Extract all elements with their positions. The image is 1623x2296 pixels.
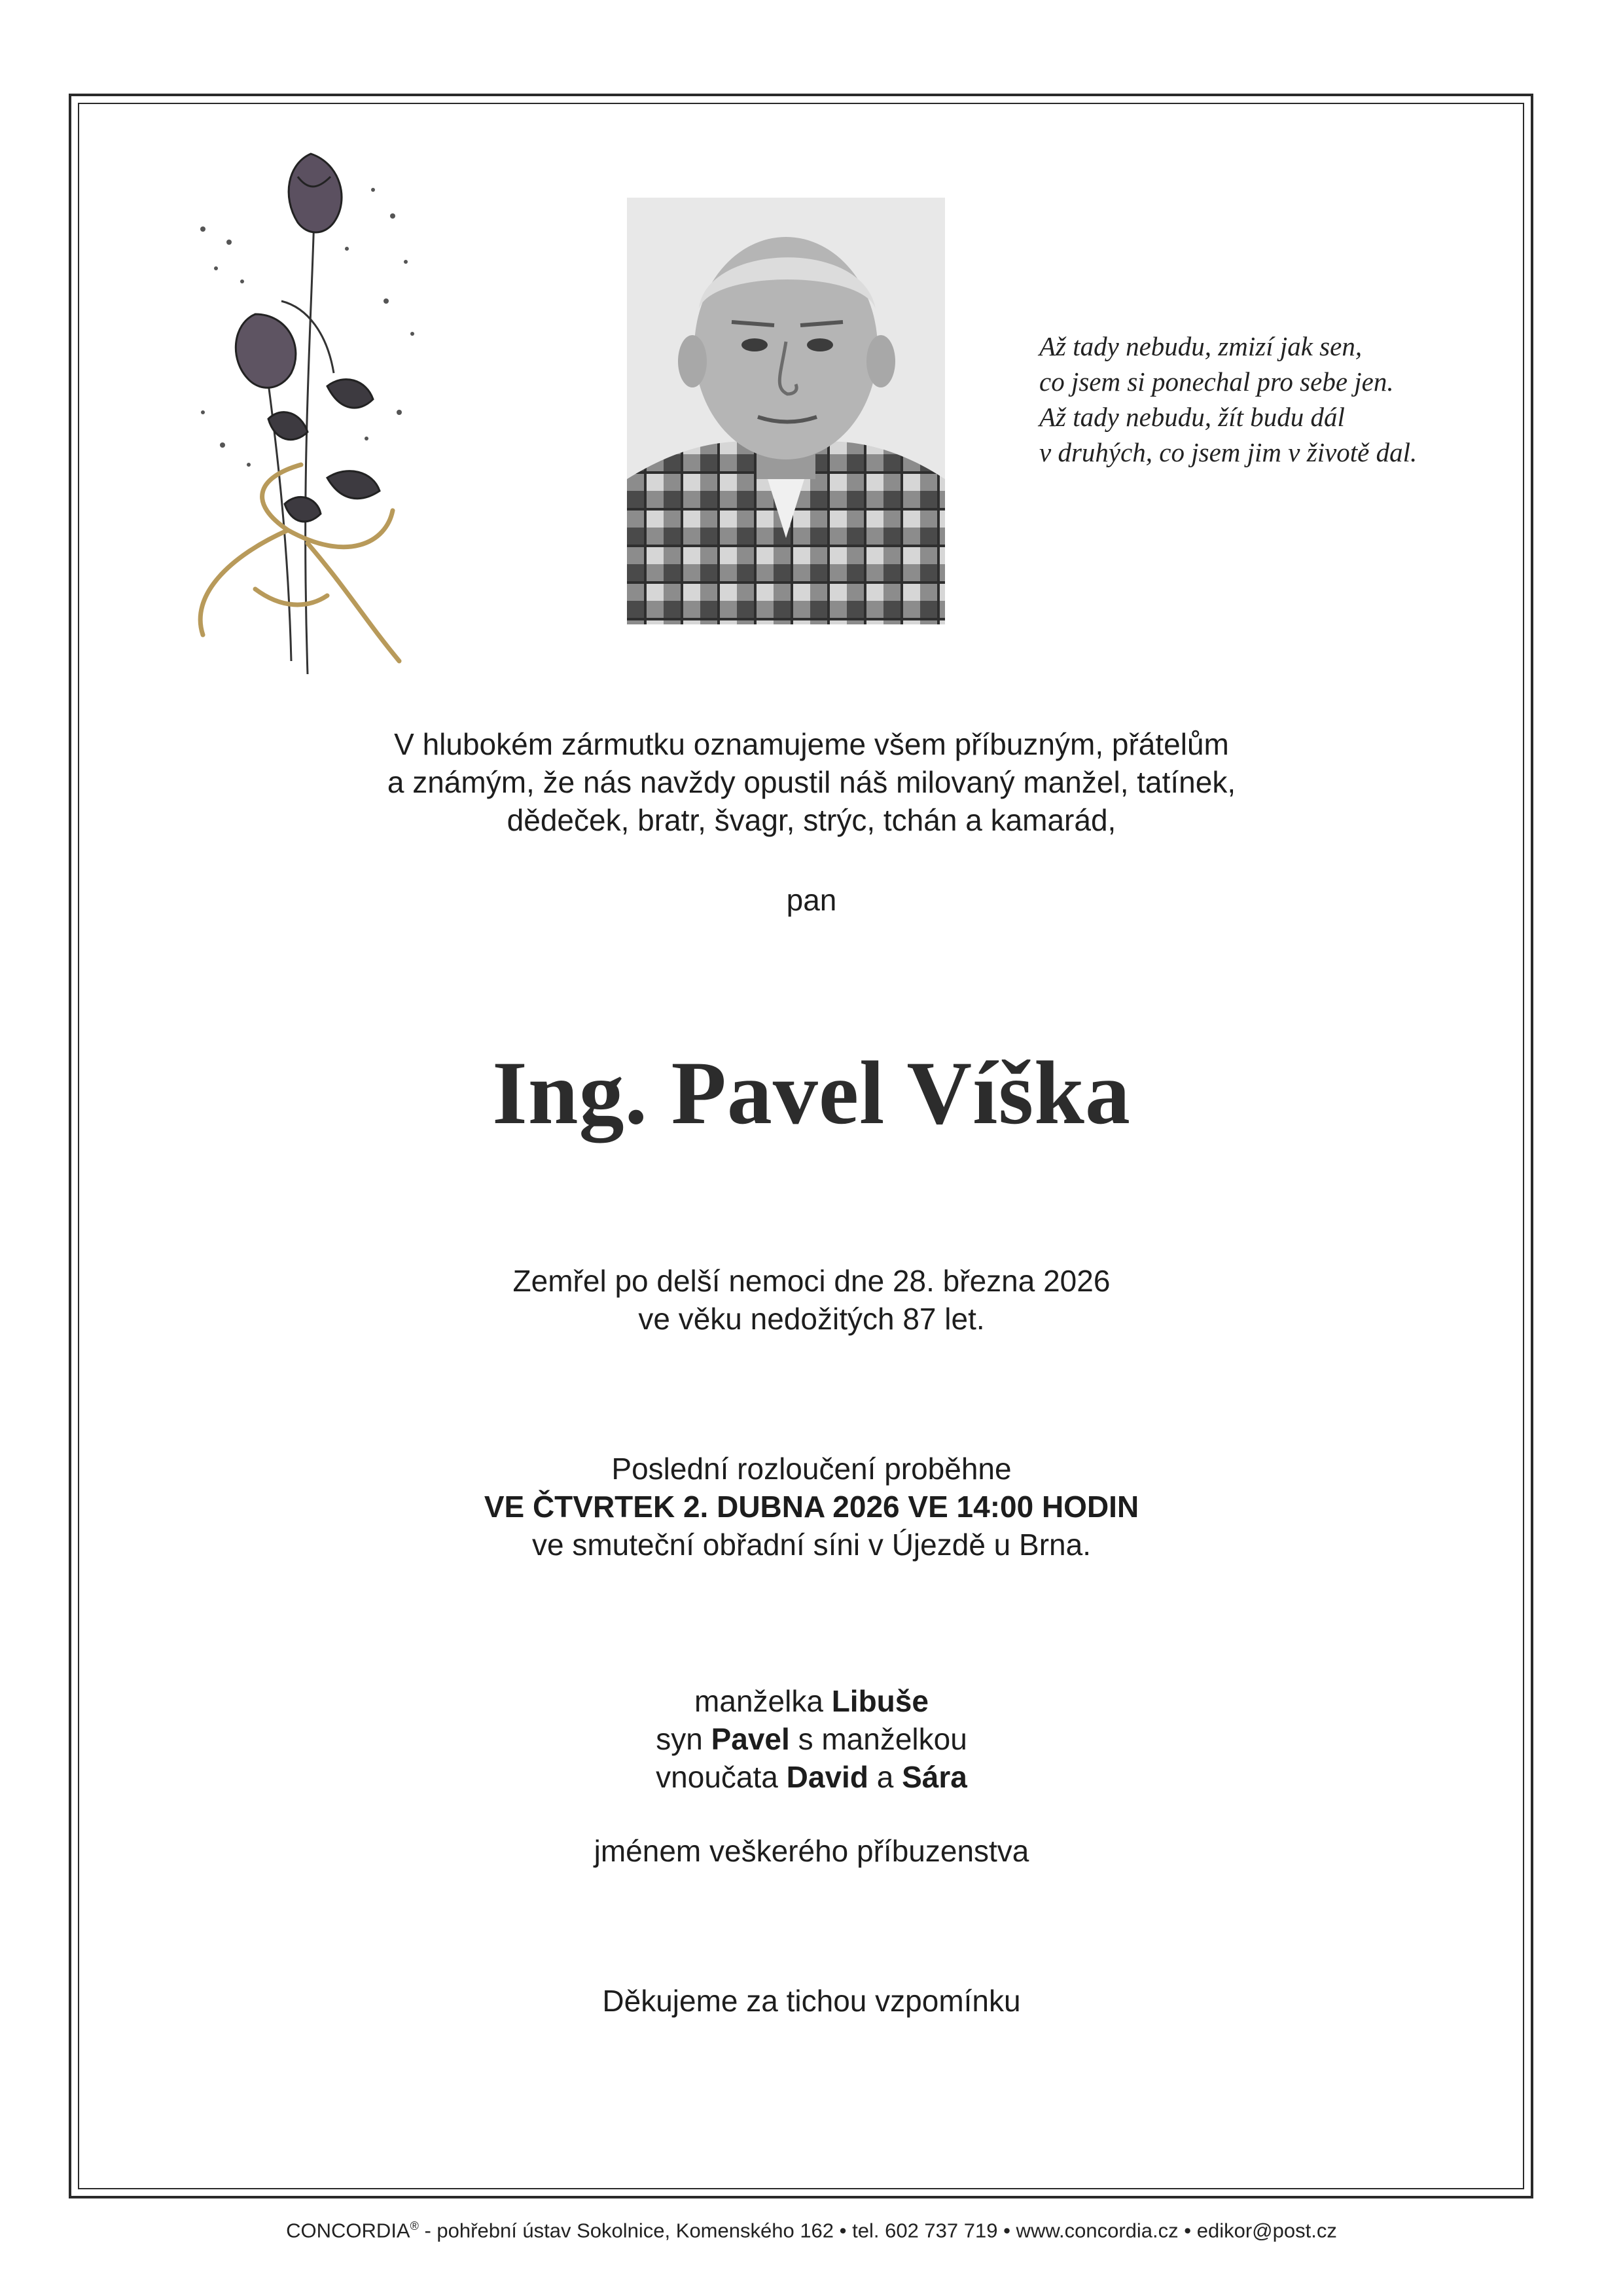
grandchildren-label: vnoučata bbox=[656, 1760, 778, 1794]
death-info bbox=[0, 1262, 1623, 1338]
poem-line: co jsem si ponechal pro sebe jen. bbox=[1039, 367, 1394, 397]
farewell-datetime: VE ČTVRTEK 2. DUBNA 2026 VE 14:00 HODIN bbox=[484, 1490, 1139, 1524]
portrait-image bbox=[627, 198, 945, 624]
wife-label: manželka bbox=[694, 1684, 823, 1718]
funeral-home-footer bbox=[0, 2213, 1623, 2244]
on-behalf-of-relatives: jménem veškerého příbuzenstva bbox=[594, 1834, 1029, 1868]
grandchild-name: Sára bbox=[902, 1760, 967, 1794]
son-label: syn bbox=[656, 1722, 703, 1756]
thanks-line: Děkujeme za tichou vzpomínku bbox=[602, 1984, 1021, 2018]
family-wife bbox=[0, 1682, 1623, 1720]
death-date: Zemřel po delší nemoci dne 28. března 2026 bbox=[512, 1264, 1111, 1298]
grandchild-name: David bbox=[786, 1760, 868, 1794]
poem-line: Až tady nebudu, žít budu dál bbox=[1039, 402, 1345, 432]
family-son bbox=[0, 1720, 1623, 1758]
farewell-place: ve smuteční obřadní síni v Újezdě u Brna. bbox=[532, 1528, 1091, 1562]
farewell-intro: Poslední rozloučení proběhne bbox=[611, 1452, 1012, 1486]
son-name: Pavel bbox=[711, 1722, 790, 1756]
family-signatures bbox=[0, 1682, 1623, 1796]
announcement-line: a známým, že nás navždy opustil náš milovaný manžel, tatínek, bbox=[387, 765, 1236, 799]
son-suffix: s manželkou bbox=[798, 1722, 967, 1756]
deceased-name: Ing. Pavel Víška bbox=[492, 1043, 1131, 1143]
flower-illustration bbox=[177, 137, 438, 694]
death-age: ve věku nedožitých 87 let. bbox=[638, 1302, 985, 1336]
announcement-line: dědeček, bratr, švagr, strýc, tchán a kamarád, bbox=[507, 803, 1116, 837]
salutation: pan bbox=[786, 883, 837, 917]
footer-details: - pohřební ústav Sokolnice, Komenského 162 • tel. 602 737 719 • www.concordia.cz • edikor@post.cz bbox=[418, 2219, 1337, 2242]
memorial-poem bbox=[1039, 329, 1510, 470]
family-grandchildren bbox=[0, 1758, 1623, 1796]
footer-brand: CONCORDIA bbox=[286, 2219, 410, 2242]
registered-mark: ® bbox=[410, 2219, 419, 2233]
portrait-photo bbox=[627, 198, 945, 624]
wife-name: Libuše bbox=[831, 1684, 929, 1718]
announcement-text bbox=[0, 725, 1623, 839]
announcement-line: V hlubokém zármutku oznamujeme všem příbuzným, přátelům bbox=[394, 727, 1229, 761]
grandchildren-and: a bbox=[876, 1760, 894, 1794]
farewell-info bbox=[0, 1450, 1623, 1564]
poem-line: Až tady nebudu, zmizí jak sen, bbox=[1039, 331, 1363, 361]
poem-line: v druhých, co jsem jim v životě dal. bbox=[1039, 437, 1418, 467]
